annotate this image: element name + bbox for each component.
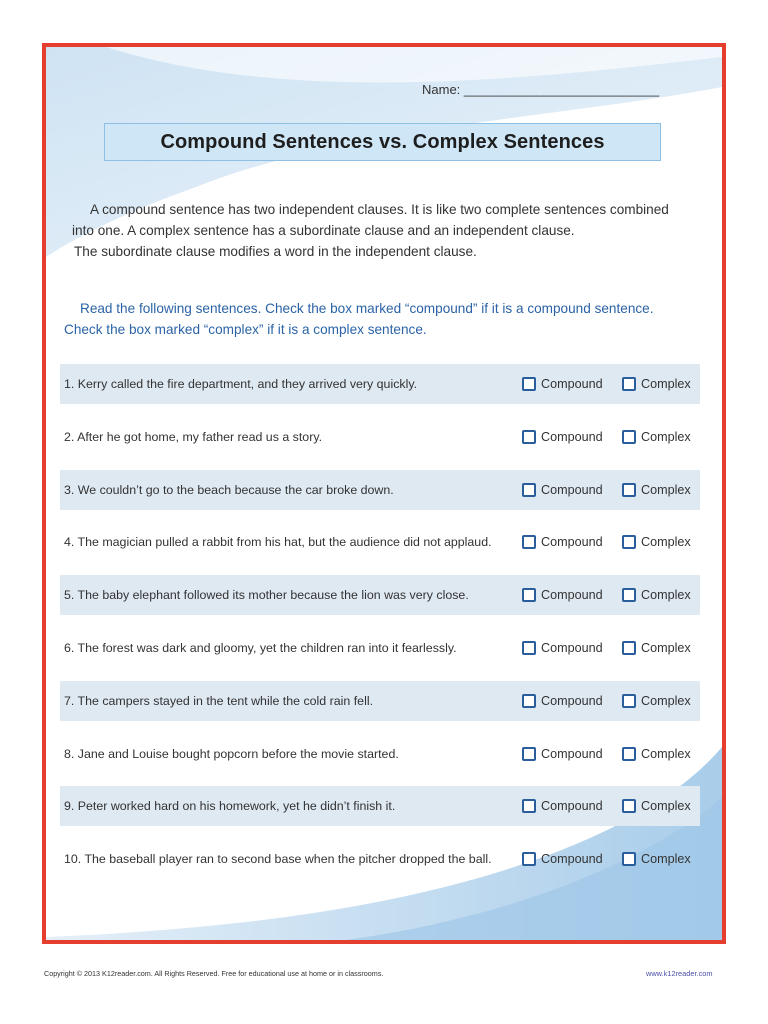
checkbox[interactable] [622, 588, 636, 602]
compound-option[interactable] [522, 852, 603, 866]
website-link[interactable]: www.k12reader.com [646, 969, 713, 978]
sentence-text: 2. After he got home, my father read us a story. [64, 429, 323, 444]
checkbox[interactable] [622, 377, 636, 391]
sentence-text: 7. The campers stayed in the tent while the cold rain fell. [64, 693, 374, 708]
sentence-row [60, 522, 700, 562]
copyright-notice: Copyright © 2013 K12reader.com. All Rights Reserved. Free for educational use at home or in classrooms. [44, 969, 384, 978]
compound-option[interactable] [522, 799, 603, 813]
compound-option[interactable] [522, 430, 603, 444]
sentence-row [60, 364, 700, 404]
instruction-line: Read the following sentences. Check the box marked “compound” if it is a compound sentence. [80, 301, 654, 316]
complex-label: Complex [641, 535, 691, 550]
checkbox[interactable] [522, 483, 536, 497]
complex-option[interactable] [622, 535, 691, 549]
checkbox[interactable] [522, 430, 536, 444]
checkbox[interactable] [622, 694, 636, 708]
sentence-text: 8. Jane and Louise bought popcorn before the movie started. [64, 746, 399, 761]
instruction-line: Check the box marked “complex” if it is a complex sentence. [64, 322, 427, 337]
compound-label: Compound [541, 852, 603, 867]
compound-option[interactable] [522, 483, 603, 497]
compound-label: Compound [541, 429, 603, 444]
compound-label: Compound [541, 746, 603, 761]
compound-label: Compound [541, 482, 603, 497]
checkbox[interactable] [522, 799, 536, 813]
sentence-row [60, 839, 700, 879]
sentence-text: 3. We couldn’t go to the beach because the car broke down. [64, 482, 394, 497]
checkbox[interactable] [622, 641, 636, 655]
complex-label: Complex [641, 799, 691, 814]
complex-label: Complex [641, 429, 691, 444]
compound-option[interactable] [522, 377, 603, 391]
checkbox[interactable] [522, 641, 536, 655]
compound-option[interactable] [522, 588, 603, 602]
complex-label: Complex [641, 588, 691, 603]
instructions [64, 298, 704, 340]
compound-option[interactable] [522, 747, 603, 761]
checkbox[interactable] [622, 799, 636, 813]
checkbox[interactable] [622, 747, 636, 761]
sentence-text: 6. The forest was dark and gloomy, yet the children ran into it fearlessly. [64, 640, 457, 655]
sentence-row [60, 734, 700, 774]
complex-label: Complex [641, 482, 691, 497]
compound-label: Compound [541, 588, 603, 603]
name-field[interactable]: Name: ___________________________ [422, 82, 660, 97]
complex-option[interactable] [622, 377, 691, 391]
checkbox[interactable] [622, 535, 636, 549]
complex-option[interactable] [622, 641, 691, 655]
complex-option[interactable] [622, 852, 691, 866]
intro-line: into one. A complex sentence has a subordinate clause and an independent clause. [72, 223, 575, 238]
intro-paragraph [72, 199, 712, 262]
page-title: Compound Sentences vs. Complex Sentences [160, 130, 605, 153]
complex-label: Complex [641, 746, 691, 761]
sentence-text: 4. The magician pulled a rabbit from his hat, but the audience did not applaud. [64, 535, 492, 550]
sentence-row [60, 575, 700, 615]
sentence-text: 1. Kerry called the fire department, and they arrived very quickly. [64, 377, 418, 391]
intro-line: The subordinate clause modifies a word in the independent clause. [74, 244, 477, 259]
sentence-text: 5. The baby elephant followed its mother because the lion was very close. [64, 588, 469, 603]
checkbox[interactable] [522, 694, 536, 708]
checkbox[interactable] [622, 430, 636, 444]
compound-option[interactable] [522, 694, 603, 708]
checkbox[interactable] [622, 483, 636, 497]
compound-label: Compound [541, 640, 603, 655]
checkbox[interactable] [622, 852, 636, 866]
compound-label: Compound [541, 377, 603, 391]
complex-option[interactable] [622, 799, 691, 813]
checkbox[interactable] [522, 852, 536, 866]
sentence-row [60, 417, 700, 457]
worksheet-frame [42, 43, 726, 944]
checkbox[interactable] [522, 535, 536, 549]
checkbox[interactable] [522, 377, 536, 391]
intro-line: A compound sentence has two independent clauses. It is like two complete sentences combined [90, 202, 669, 217]
complex-label: Complex [641, 693, 691, 708]
checkbox[interactable] [522, 588, 536, 602]
sentence-row [60, 470, 700, 510]
complex-option[interactable] [622, 483, 691, 497]
sentence-text: 10. The baseball player ran to second base when the pitcher dropped the ball. [64, 852, 492, 867]
title-banner [104, 123, 661, 161]
sentence-row [60, 681, 700, 721]
compound-option[interactable] [522, 535, 603, 549]
checkbox[interactable] [522, 747, 536, 761]
complex-label: Complex [641, 640, 691, 655]
sentence-row [60, 786, 700, 826]
complex-option[interactable] [622, 430, 691, 444]
compound-label: Compound [541, 693, 603, 708]
sentence-row [60, 628, 700, 668]
compound-option[interactable] [522, 641, 603, 655]
compound-label: Compound [541, 535, 603, 550]
complex-label: Complex [641, 377, 691, 391]
sentence-list [60, 364, 700, 892]
complex-option[interactable] [622, 694, 691, 708]
compound-label: Compound [541, 799, 603, 814]
complex-option[interactable] [622, 588, 691, 602]
sentence-text: 9. Peter worked hard on his homework, yet he didn’t finish it. [64, 799, 396, 814]
complex-label: Complex [641, 852, 691, 867]
complex-option[interactable] [622, 747, 691, 761]
